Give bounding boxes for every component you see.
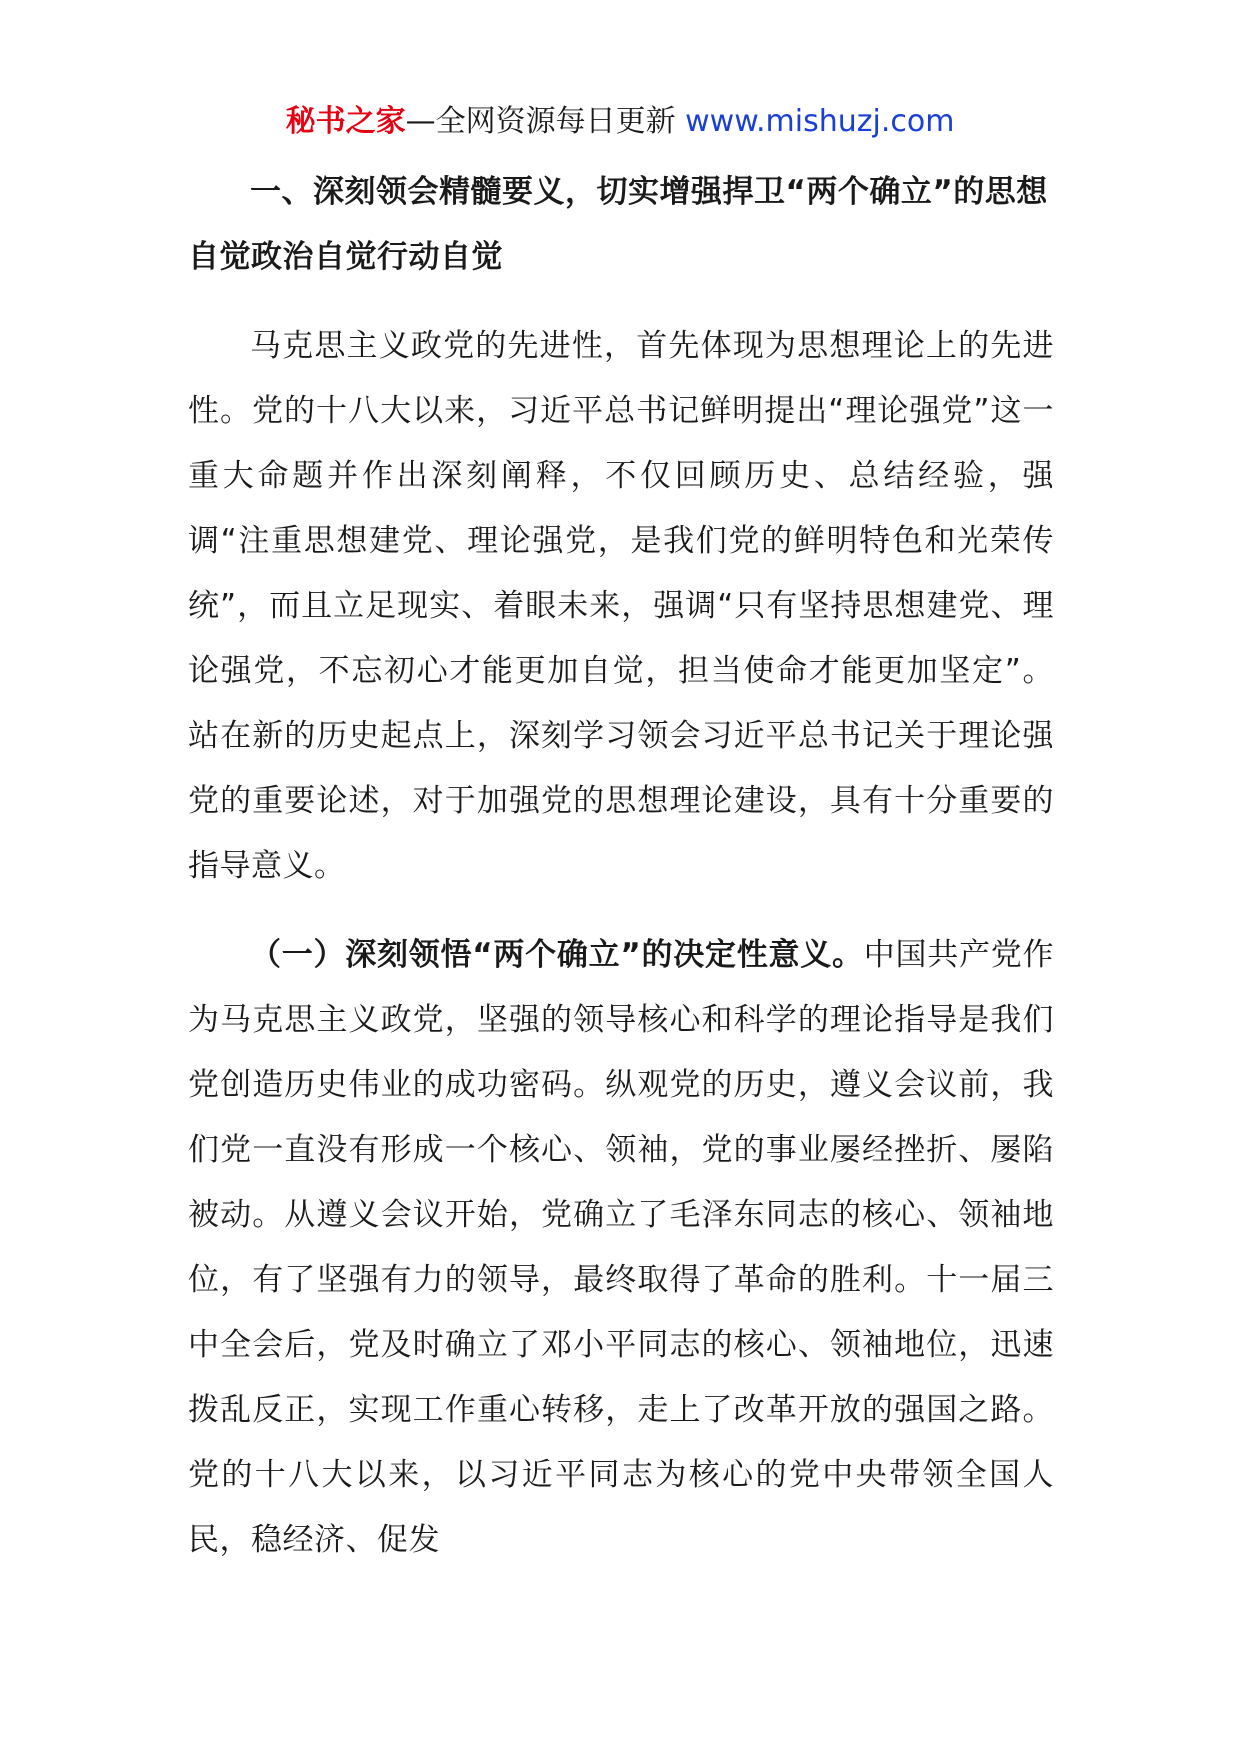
section-heading: 一、深刻领会精髓要义，切实增强捍卫“两个确立”的思想自觉政治自觉行动自觉 (188, 174, 1048, 275)
site-header (0, 100, 1240, 144)
paragraph-2 (188, 923, 1054, 1573)
site-url-link[interactable]: www.mishuzj.com (685, 104, 955, 139)
header-dash: — (405, 104, 436, 139)
brand-name: 秘书之家 (285, 104, 406, 139)
subsection-heading: （一）深刻领悟“两个确立”的决定性意义。 (250, 937, 864, 973)
document-body (188, 160, 1054, 1573)
paragraph-1: 马克思主义政党的先进性，首先体现为思想理论上的先进性。党的十八大以来，习近平总书记鲜明提出“理论强党”这一重大命题并作出深刻阐释，不仅回顾历史、总结经验，强调“注重思想建党、理论强党，是我们党的鲜明特色和光荣传统”，而且立足现实、着眼未来，强调“只有坚持思想建党、理论强党，不忘初心才能更加自觉，担当使命才能更加坚定”。站在新的历史起点上，深刻学习领会习近平总书记关于理论强党的重要论述，对于加强党的思想理论建设，具有十分重要的指导意义。 (188, 328, 1054, 884)
paragraph-2-body: 中国共产党作为马克思主义政党，坚强的领导核心和科学的理论指导是我们党创造历史伟业的成功密码。纵观党的历史，遵义会议前，我们党一直没有形成一个核心、领袖，党的事业屡经挫折、屡陷被动。从遵义会议开始，党确立了毛泽东同志的核心、领袖地位，有了坚强有力的领导，最终取得了革命的胜利。十一届三中全会后，党及时确立了邓小平同志的核心、领袖地位，迅速拨乱反正，实现工作重心转移，走上了改革开放的强国之路。党的十八大以来，以习近平同志为核心的党中央带领全国人民，稳经济、促发 (188, 937, 1054, 1558)
header-tagline: 全网资源每日更新 (435, 104, 686, 139)
